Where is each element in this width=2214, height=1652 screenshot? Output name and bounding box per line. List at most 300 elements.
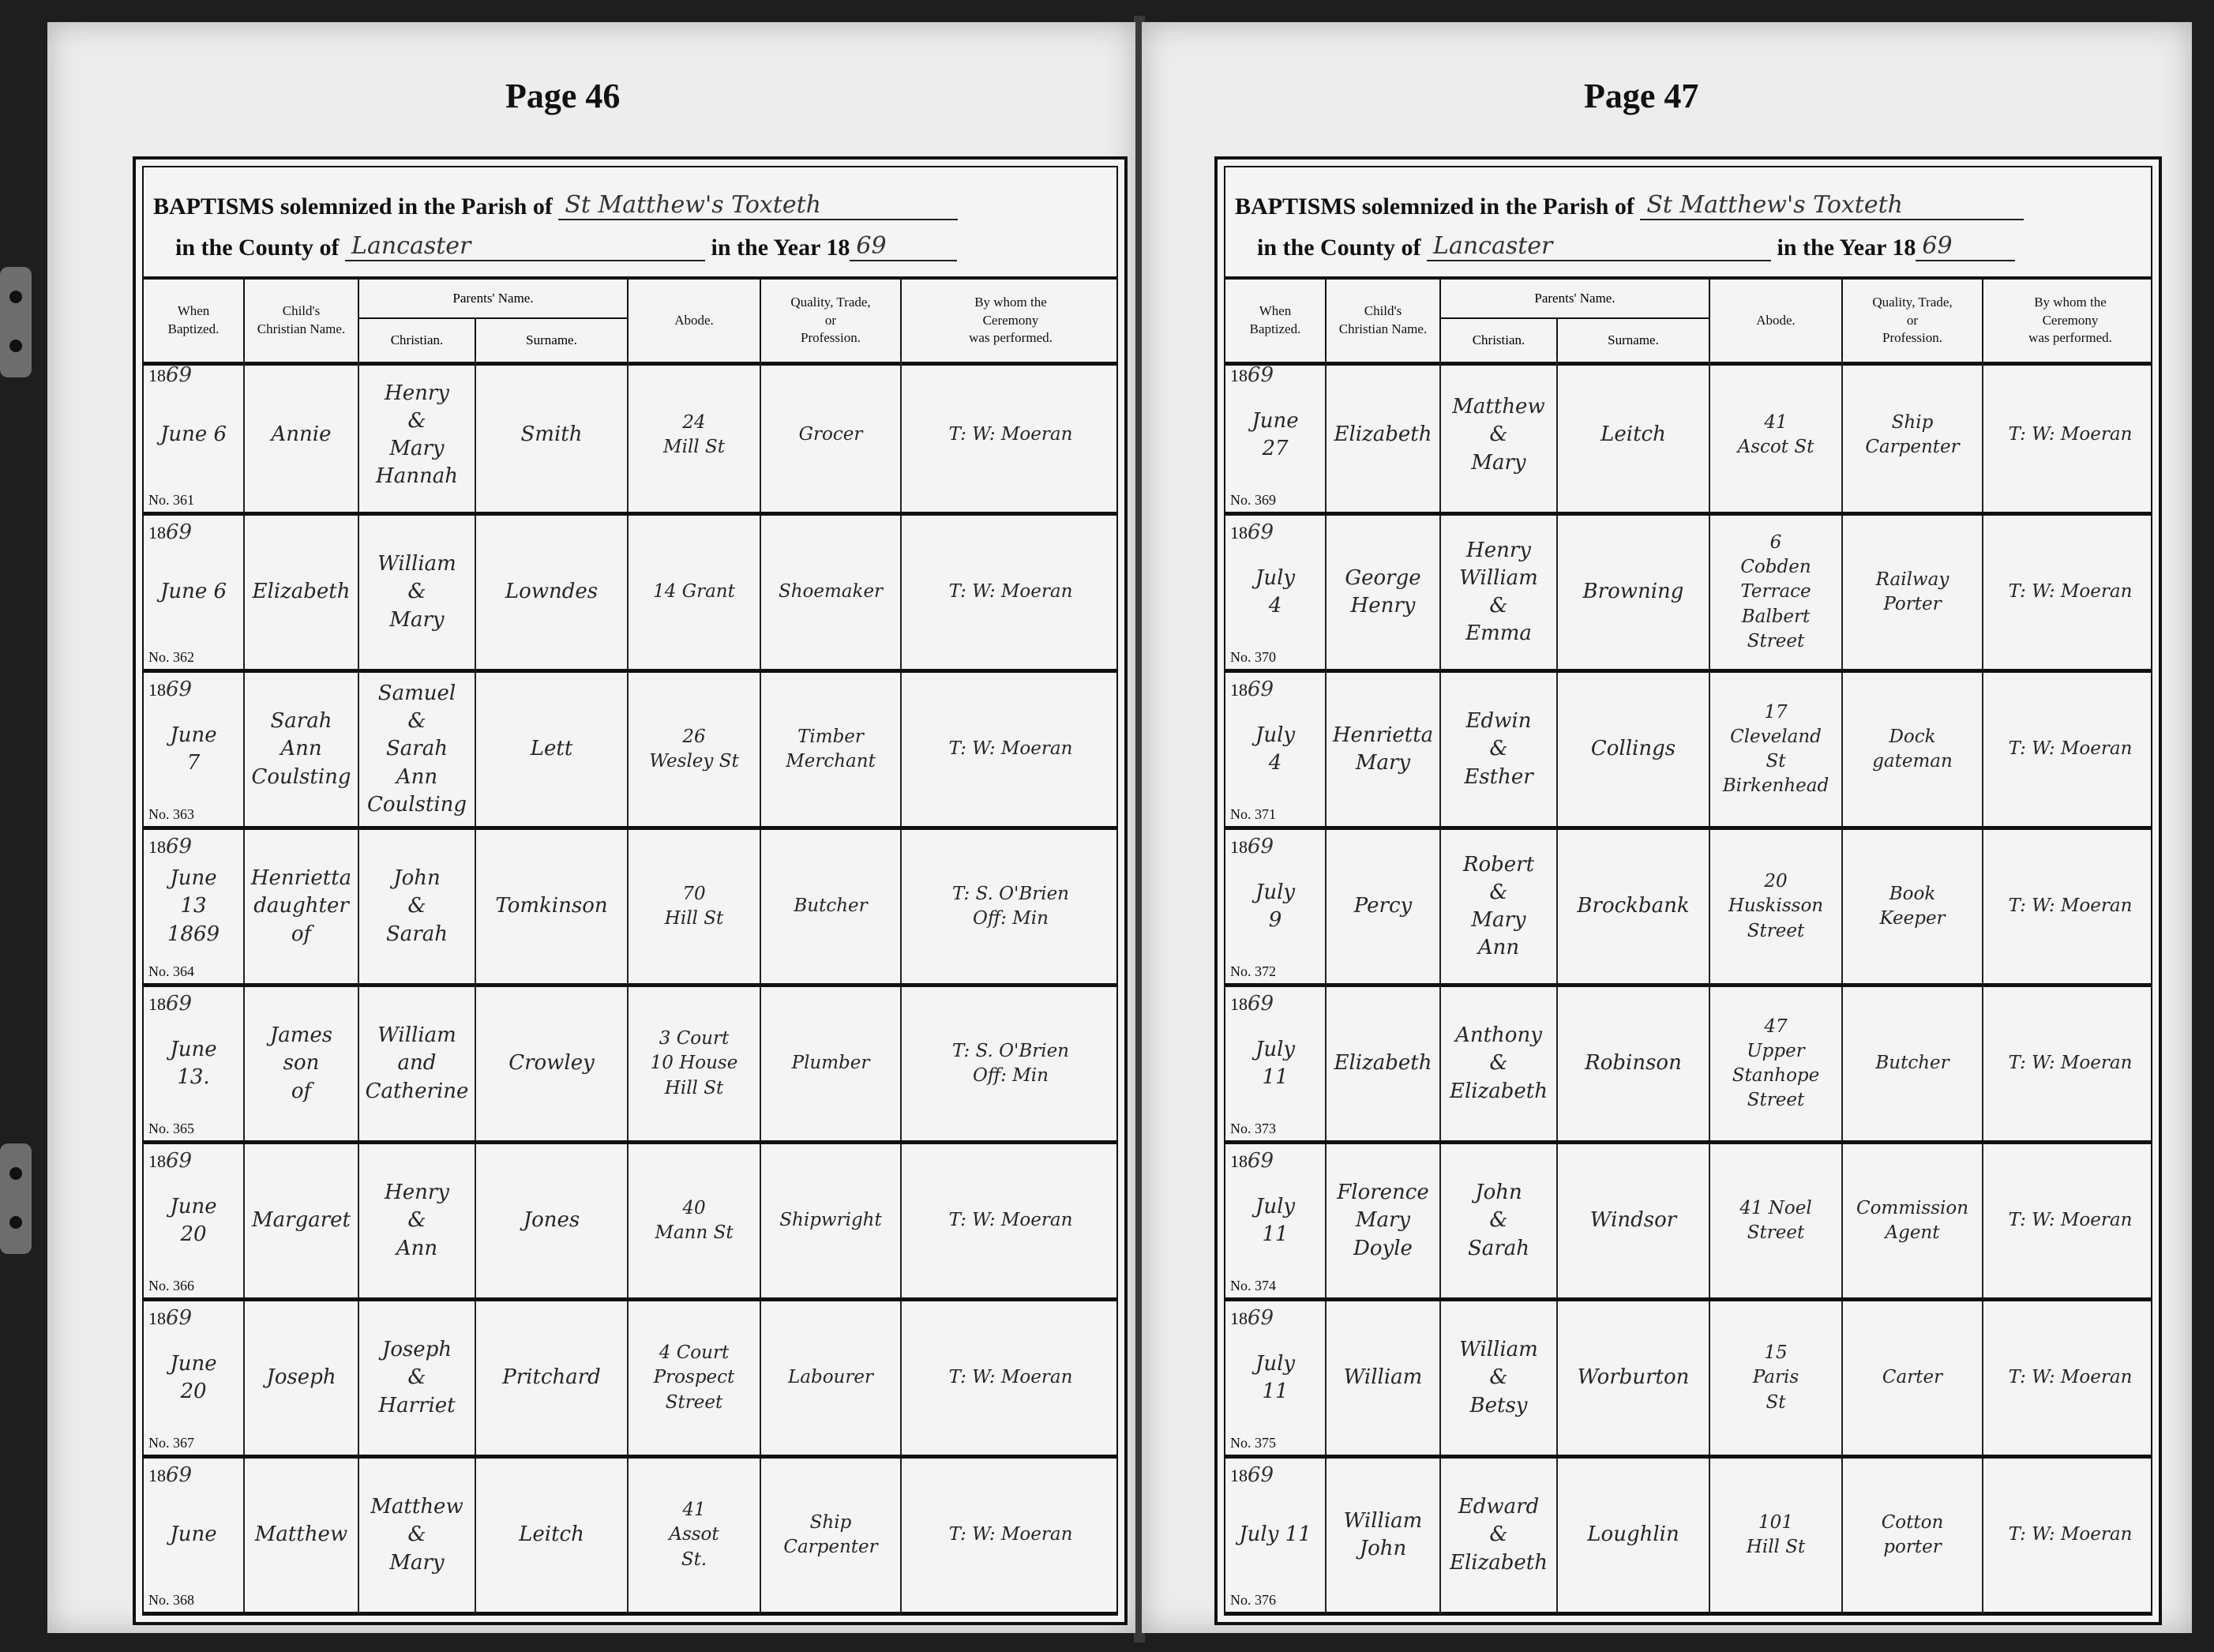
entry-trade: Butcher bbox=[794, 895, 868, 917]
entry-by: T: W: Moeran bbox=[2008, 581, 2133, 603]
entry-year-suffix: 69 bbox=[1248, 992, 1274, 1016]
entry-when-cell bbox=[144, 1459, 245, 1612]
entry-by: T: W: Moeran bbox=[948, 424, 1073, 445]
entry-year-suffix: 69 bbox=[1248, 1306, 1274, 1330]
entry-by-cell bbox=[902, 830, 1120, 983]
entry-trade-cell bbox=[1843, 987, 1983, 1140]
entry-christian-cell bbox=[1441, 830, 1558, 983]
county-name: Lancaster bbox=[345, 232, 705, 261]
entry-child-cell bbox=[245, 1301, 359, 1455]
entry-surname: Lowndes bbox=[505, 580, 599, 604]
entry-when: June 7 bbox=[170, 723, 217, 775]
entry-by-cell bbox=[1983, 1301, 2157, 1455]
header-when: When Baptized. bbox=[1225, 280, 1327, 362]
entry-trade: Labourer bbox=[788, 1367, 873, 1388]
entry-by: T: W: Moeran bbox=[2008, 738, 2133, 760]
entry-christian: John & Sarah bbox=[386, 866, 448, 946]
entry-christian: Joseph & Harriet bbox=[378, 1338, 456, 1417]
entry-when: June 6 bbox=[159, 580, 227, 604]
entry-surname: Robinson bbox=[1585, 1051, 1682, 1076]
entry-trade-cell bbox=[1843, 673, 1983, 826]
entry-child-cell bbox=[1327, 516, 1441, 669]
entry-trade: Butcher bbox=[1875, 1053, 1949, 1074]
entry-by-cell bbox=[902, 1301, 1120, 1455]
entry-by-cell bbox=[902, 987, 1120, 1140]
baptism-entry bbox=[144, 1144, 1116, 1301]
entry-by-cell bbox=[1983, 1459, 2157, 1612]
entry-abode: 20 Huskisson Street bbox=[1728, 871, 1824, 941]
entry-when: July 11 bbox=[1239, 1522, 1312, 1547]
entry-child: Elizabeth bbox=[1334, 422, 1432, 447]
entry-by-cell bbox=[1983, 673, 2157, 826]
entry-year-prefix: 18 bbox=[1230, 1466, 1248, 1485]
entry-year-suffix: 69 bbox=[166, 363, 193, 387]
entry-year bbox=[1230, 1306, 1274, 1330]
entry-child: Henrietta Mary bbox=[1332, 723, 1434, 775]
entry-by: T: S. O'Brien Off: Min bbox=[952, 883, 1069, 929]
entry-when-cell bbox=[144, 987, 245, 1140]
entry-year bbox=[148, 363, 192, 387]
entry-trade: Grocer bbox=[798, 424, 863, 445]
entry-christian: Matthew & Mary bbox=[370, 1495, 463, 1575]
entry-when-cell bbox=[1225, 987, 1327, 1140]
entry-year-prefix: 18 bbox=[1230, 523, 1248, 543]
entry-when-cell bbox=[144, 359, 245, 512]
entry-when-cell bbox=[1225, 1301, 1327, 1455]
entry-number: No. 366 bbox=[148, 1278, 194, 1293]
entry-abode-cell bbox=[1710, 987, 1843, 1140]
entry-christian: Anthony & Elizabeth bbox=[1449, 1023, 1548, 1103]
column-headers bbox=[1225, 276, 2151, 366]
entry-child-cell bbox=[1327, 673, 1441, 826]
baptism-entry bbox=[1225, 673, 2151, 830]
entry-surname-cell bbox=[1558, 1144, 1710, 1297]
entry-surname-cell bbox=[476, 987, 629, 1140]
entry-christian: Henry & Mary Hannah bbox=[376, 381, 458, 489]
entry-christian-cell bbox=[1441, 516, 1558, 669]
entry-year-prefix: 18 bbox=[1230, 1308, 1248, 1328]
year-prefix: in the Year 18 bbox=[711, 235, 850, 261]
entry-when-cell bbox=[144, 673, 245, 826]
entry-surname-cell bbox=[476, 830, 629, 983]
entry-trade-cell bbox=[1843, 1459, 1983, 1612]
baptism-entry bbox=[1225, 987, 2151, 1144]
entry-child-cell bbox=[245, 359, 359, 512]
entry-trade-cell bbox=[1843, 1301, 1983, 1455]
entry-when: July 4 bbox=[1255, 565, 1296, 618]
entry-child: Sarah Ann Coulsting bbox=[251, 709, 351, 789]
entry-surname: Leitch bbox=[519, 1522, 584, 1547]
baptism-entry bbox=[1225, 1459, 2151, 1616]
entry-abode-cell bbox=[1710, 1301, 1843, 1455]
entry-year-prefix: 18 bbox=[1230, 994, 1248, 1014]
page-number: Page 46 bbox=[505, 77, 621, 115]
entry-year bbox=[1230, 992, 1274, 1016]
entry-surname-cell bbox=[1558, 1301, 1710, 1455]
baptism-entry bbox=[1225, 1301, 2151, 1459]
entry-abode: 47 Upper Stanhope Street bbox=[1732, 1016, 1820, 1111]
entry-year-suffix: 69 bbox=[166, 992, 193, 1016]
county-line bbox=[1257, 232, 2015, 261]
entry-by-cell bbox=[1983, 359, 2157, 512]
entry-trade-cell bbox=[1843, 516, 1983, 669]
left-page bbox=[47, 22, 1135, 1633]
entry-child-cell bbox=[245, 1144, 359, 1297]
entry-abode: 6 Cobden Terrace Balbert Street bbox=[1740, 532, 1811, 651]
entry-surname-cell bbox=[476, 1301, 629, 1455]
entry-christian: John & Sarah bbox=[1468, 1181, 1529, 1260]
entry-abode: 70 Hill St bbox=[664, 883, 724, 929]
entry-christian-cell bbox=[359, 987, 476, 1140]
entry-abode: 40 Mann St bbox=[655, 1197, 734, 1243]
entry-when-cell bbox=[144, 516, 245, 669]
entry-year-suffix: 69 bbox=[1248, 835, 1274, 858]
entry-year bbox=[148, 835, 192, 858]
entry-trade: Commission Agent bbox=[1856, 1197, 1969, 1243]
entry-child: James son of bbox=[269, 1023, 333, 1103]
entry-number: No. 370 bbox=[1230, 649, 1276, 665]
header-when: When Baptized. bbox=[144, 280, 245, 362]
title-prefix: BAPTISMS solemnized in the Parish of bbox=[1235, 193, 1634, 220]
entry-abode-cell bbox=[1710, 1459, 1843, 1612]
entry-surname: Crowley bbox=[508, 1051, 595, 1076]
entry-when: June 13 1869 bbox=[167, 866, 220, 946]
entry-christian-cell bbox=[1441, 1459, 1558, 1612]
entry-number: No. 363 bbox=[148, 806, 194, 822]
parish-name: St Matthew's Toxteth bbox=[1640, 191, 2024, 220]
entry-when-cell bbox=[144, 1144, 245, 1297]
entry-trade: Book Keeper bbox=[1879, 883, 1946, 929]
entry-christian-cell bbox=[359, 1144, 476, 1297]
register-table-right bbox=[1214, 156, 2162, 1625]
entry-by-cell bbox=[902, 1459, 1120, 1612]
entry-surname-cell bbox=[476, 516, 629, 669]
entry-child: Elizabeth bbox=[252, 580, 351, 604]
entry-year bbox=[148, 1149, 192, 1173]
entry-number: No. 368 bbox=[148, 1592, 194, 1608]
entry-abode-cell bbox=[629, 359, 761, 512]
header-parents-name: Parents' Name. bbox=[1441, 280, 1710, 319]
entry-surname-cell bbox=[1558, 673, 1710, 826]
entry-christian-cell bbox=[1441, 987, 1558, 1140]
header-trade: Quality, Trade, or Profession. bbox=[1843, 280, 1983, 362]
entry-abode: 4 Court Prospect Street bbox=[653, 1342, 735, 1413]
entry-abode-cell bbox=[629, 987, 761, 1140]
entry-christian-cell bbox=[1441, 1144, 1558, 1297]
entry-by: T: S. O'Brien Off: Min bbox=[952, 1040, 1069, 1086]
entry-child: Annie bbox=[271, 422, 332, 447]
entry-when: July 11 bbox=[1255, 1351, 1296, 1403]
entry-abode: 41 Noel Street bbox=[1739, 1197, 1812, 1243]
entry-christian: Edwin & Esther bbox=[1464, 709, 1533, 789]
entry-abode: 24 Mill St bbox=[663, 411, 725, 457]
county-line bbox=[175, 232, 957, 261]
entry-surname: Worburton bbox=[1577, 1365, 1690, 1390]
entry-surname-cell bbox=[476, 1459, 629, 1612]
baptism-entry bbox=[144, 1459, 1116, 1616]
header-officiant: By whom the Ceremony was performed. bbox=[969, 294, 1053, 346]
baptism-entry bbox=[1225, 830, 2151, 987]
entry-number: No. 372 bbox=[1230, 963, 1276, 979]
entry-abode: 26 Wesley St bbox=[649, 726, 739, 772]
entry-abode-cell bbox=[1710, 830, 1843, 983]
entry-child-cell bbox=[245, 673, 359, 826]
entry-by-cell bbox=[902, 1144, 1120, 1297]
entry-christian-cell bbox=[359, 359, 476, 512]
parish-name: St Matthew's Toxteth bbox=[558, 191, 958, 220]
entry-year-prefix: 18 bbox=[1230, 680, 1248, 700]
entry-christian: Edward & Elizabeth bbox=[1449, 1495, 1548, 1575]
entry-by-cell bbox=[902, 359, 1120, 512]
entry-when: June 20 bbox=[170, 1194, 217, 1246]
entry-by: T: W: Moeran bbox=[948, 1210, 1073, 1231]
entry-when-cell bbox=[1225, 1144, 1327, 1297]
entry-child-cell bbox=[1327, 987, 1441, 1140]
entry-trade-cell bbox=[761, 1144, 902, 1297]
entry-child-cell bbox=[245, 516, 359, 669]
entry-surname: Windsor bbox=[1589, 1208, 1677, 1233]
register-title bbox=[1235, 191, 2024, 220]
entry-by: T: W: Moeran bbox=[2008, 424, 2133, 445]
entry-christian: Henry & Ann bbox=[385, 1181, 449, 1260]
entry-by-cell bbox=[1983, 987, 2157, 1140]
entry-year-prefix: 18 bbox=[148, 523, 166, 543]
entry-child: Percy bbox=[1353, 894, 1413, 918]
entry-trade: Shipwright bbox=[779, 1210, 882, 1231]
entry-abode: 41 Ascot St bbox=[1737, 411, 1814, 457]
entry-surname-cell bbox=[1558, 359, 1710, 512]
entry-surname: Lett bbox=[530, 737, 573, 761]
entry-surname: Tomkinson bbox=[495, 894, 608, 918]
entry-christian-cell bbox=[1441, 673, 1558, 826]
entry-surname-cell bbox=[1558, 830, 1710, 983]
header-christian: Christian. bbox=[359, 319, 476, 362]
entry-when: June 20 bbox=[170, 1351, 217, 1403]
entry-when-cell bbox=[1225, 830, 1327, 983]
entry-surname-cell bbox=[1558, 516, 1710, 669]
entry-year-prefix: 18 bbox=[148, 994, 166, 1014]
entry-trade-cell bbox=[1843, 830, 1983, 983]
baptism-entry bbox=[1225, 1144, 2151, 1301]
entry-year bbox=[1230, 1149, 1274, 1173]
entry-year-suffix: 69 bbox=[1248, 1463, 1274, 1487]
entry-christian-cell bbox=[359, 516, 476, 669]
entry-number: No. 375 bbox=[1230, 1435, 1276, 1451]
entry-child-cell bbox=[1327, 1459, 1441, 1612]
entry-year bbox=[148, 1463, 192, 1487]
entry-surname: Smith bbox=[520, 422, 583, 447]
entry-trade: Plumber bbox=[791, 1053, 870, 1074]
county-name: Lancaster bbox=[1427, 232, 1771, 261]
entry-number: No. 362 bbox=[148, 649, 194, 665]
entry-child-cell bbox=[1327, 1144, 1441, 1297]
entry-number: No. 376 bbox=[1230, 1592, 1276, 1608]
header-abode: Abode. bbox=[629, 280, 761, 362]
entry-trade: Timber Merchant bbox=[786, 726, 876, 772]
entry-year-prefix: 18 bbox=[148, 366, 166, 385]
title-prefix: BAPTISMS solemnized in the Parish of bbox=[153, 193, 553, 220]
entry-year-prefix: 18 bbox=[148, 837, 166, 857]
entry-abode: 101 Hill St bbox=[1746, 1511, 1806, 1557]
entry-abode-cell bbox=[1710, 516, 1843, 669]
entry-when-cell bbox=[144, 1301, 245, 1455]
year-value: 69 bbox=[1916, 232, 2015, 261]
entry-year-prefix: 18 bbox=[148, 1308, 166, 1328]
entry-abode-cell bbox=[629, 1144, 761, 1297]
baptism-entry bbox=[1225, 516, 2151, 673]
entry-abode-cell bbox=[1710, 359, 1843, 512]
entry-abode: 15 Paris St bbox=[1752, 1342, 1799, 1413]
entry-year-suffix: 69 bbox=[166, 520, 193, 544]
entry-number: No. 373 bbox=[1230, 1121, 1276, 1136]
entry-when-cell bbox=[1225, 673, 1327, 826]
entry-when-cell bbox=[1225, 516, 1327, 669]
entry-year-prefix: 18 bbox=[1230, 837, 1248, 857]
entry-christian-cell bbox=[359, 1459, 476, 1612]
entry-by-cell bbox=[1983, 1144, 2157, 1297]
entry-when-cell bbox=[1225, 359, 1327, 512]
entry-child: William John bbox=[1343, 1508, 1423, 1560]
header-christian: Christian. bbox=[1441, 319, 1558, 362]
entry-trade-cell bbox=[761, 359, 902, 512]
entry-year bbox=[1230, 835, 1274, 858]
entry-by: T: W: Moeran bbox=[2008, 1524, 2133, 1545]
entry-year bbox=[1230, 363, 1274, 387]
baptism-entry bbox=[144, 516, 1116, 673]
entry-abode-cell bbox=[629, 673, 761, 826]
entry-child: Florence Mary Doyle bbox=[1337, 1181, 1429, 1260]
entry-by: T: W: Moeran bbox=[948, 581, 1073, 603]
entry-number: No. 361 bbox=[148, 492, 194, 508]
entry-child: George Henry bbox=[1345, 565, 1421, 618]
entry-christian-cell bbox=[359, 1301, 476, 1455]
entry-year-suffix: 69 bbox=[1248, 1149, 1274, 1173]
header-abode: Abode. bbox=[1710, 280, 1843, 362]
entry-year bbox=[148, 678, 192, 701]
entry-by-cell bbox=[902, 516, 1120, 669]
entry-number: No. 374 bbox=[1230, 1278, 1276, 1293]
binder-clip-bottom bbox=[0, 1143, 32, 1254]
entry-abode-cell bbox=[1710, 1144, 1843, 1297]
entry-year-suffix: 69 bbox=[166, 1306, 193, 1330]
county-prefix: in the County of bbox=[175, 235, 340, 261]
header-officiant: By whom the Ceremony was performed. bbox=[2028, 294, 2112, 346]
entry-surname-cell bbox=[476, 359, 629, 512]
entry-year-prefix: 18 bbox=[148, 680, 166, 700]
entry-trade: Dock gateman bbox=[1872, 726, 1953, 772]
entry-surname-cell bbox=[1558, 987, 1710, 1140]
entry-by: T: W: Moeran bbox=[948, 738, 1073, 760]
header-child-name: Child's Christian Name. bbox=[245, 280, 359, 362]
entry-abode: 41 Assot St. bbox=[669, 1500, 719, 1570]
baptism-entry bbox=[144, 673, 1116, 830]
entry-year bbox=[1230, 520, 1274, 544]
entry-christian: William & Betsy bbox=[1459, 1338, 1538, 1417]
entry-year bbox=[1230, 678, 1274, 701]
entry-by-cell bbox=[1983, 830, 2157, 983]
entry-surname: Collings bbox=[1590, 737, 1676, 761]
entry-trade: Carter bbox=[1882, 1367, 1943, 1388]
entry-trade: Cotton porter bbox=[1881, 1511, 1944, 1557]
entry-surname-cell bbox=[1558, 1459, 1710, 1612]
entry-surname: Brockbank bbox=[1577, 894, 1690, 918]
entry-number: No. 364 bbox=[148, 963, 194, 979]
entry-year-suffix: 69 bbox=[1248, 363, 1274, 387]
entry-when-cell bbox=[1225, 1459, 1327, 1612]
entry-trade-cell bbox=[761, 1301, 902, 1455]
entry-child: Elizabeth bbox=[1334, 1051, 1432, 1076]
column-headers bbox=[144, 276, 1116, 366]
entry-number: No. 371 bbox=[1230, 806, 1276, 822]
entry-when: July 11 bbox=[1255, 1037, 1296, 1089]
entry-child-cell bbox=[1327, 359, 1441, 512]
entry-trade: Ship Carpenter bbox=[783, 1511, 878, 1557]
entry-christian-cell bbox=[1441, 359, 1558, 512]
entry-number: No. 369 bbox=[1230, 492, 1276, 508]
entry-abode-cell bbox=[1710, 673, 1843, 826]
year-value: 69 bbox=[850, 232, 957, 261]
entry-by: T: W: Moeran bbox=[948, 1367, 1073, 1388]
entry-year-suffix: 69 bbox=[166, 1463, 193, 1487]
entry-christian-cell bbox=[359, 830, 476, 983]
entry-christian: William & Mary bbox=[377, 552, 456, 632]
header-trade: Quality, Trade, or Profession. bbox=[761, 280, 902, 362]
entry-when-cell bbox=[144, 830, 245, 983]
entry-christian-cell bbox=[1441, 1301, 1558, 1455]
entry-trade-cell bbox=[761, 673, 902, 826]
entry-when: July 9 bbox=[1255, 880, 1296, 932]
entry-abode-cell bbox=[629, 1301, 761, 1455]
entry-christian: Robert & Mary Ann bbox=[1462, 852, 1535, 960]
entry-by: T: W: Moeran bbox=[2008, 895, 2133, 917]
entry-child: Joseph bbox=[266, 1365, 336, 1390]
entry-year-prefix: 18 bbox=[148, 1466, 166, 1485]
entry-by: T: W: Moeran bbox=[2008, 1053, 2133, 1074]
entry-child-cell bbox=[245, 1459, 359, 1612]
entry-abode-cell bbox=[629, 830, 761, 983]
baptism-entry bbox=[144, 987, 1116, 1144]
entry-trade-cell bbox=[761, 1459, 902, 1612]
entry-child-cell bbox=[1327, 830, 1441, 983]
entry-abode: 14 Grant bbox=[653, 581, 735, 603]
entry-child: Margaret bbox=[252, 1208, 351, 1233]
entry-year-prefix: 18 bbox=[1230, 366, 1248, 385]
entry-year-suffix: 69 bbox=[1248, 678, 1274, 701]
entry-surname: Jones bbox=[523, 1208, 580, 1233]
register-table-left bbox=[133, 156, 1128, 1625]
entry-when: July 11 bbox=[1255, 1194, 1296, 1246]
entry-year-suffix: 69 bbox=[166, 835, 193, 858]
entry-year-suffix: 69 bbox=[166, 678, 193, 701]
baptism-entry bbox=[144, 359, 1116, 516]
entry-number: No. 365 bbox=[148, 1121, 194, 1136]
register-title bbox=[153, 191, 958, 220]
entry-christian: Henry William & Emma bbox=[1459, 538, 1538, 646]
entry-christian-cell bbox=[359, 673, 476, 826]
entry-trade-cell bbox=[1843, 359, 1983, 512]
entry-abode-cell bbox=[629, 516, 761, 669]
entry-abode: 3 Court 10 House Hill St bbox=[650, 1028, 738, 1098]
entry-christian: Samuel & Sarah Ann Coulsting bbox=[366, 681, 467, 817]
entry-by-cell bbox=[902, 673, 1120, 826]
entry-child-cell bbox=[245, 987, 359, 1140]
entry-trade: Railway Porter bbox=[1875, 569, 1949, 614]
entry-year bbox=[148, 1306, 192, 1330]
entry-by: T: W: Moeran bbox=[2008, 1367, 2133, 1388]
entry-child: William bbox=[1343, 1365, 1423, 1390]
entry-child-cell bbox=[245, 830, 359, 983]
county-prefix: in the County of bbox=[1257, 235, 1421, 261]
